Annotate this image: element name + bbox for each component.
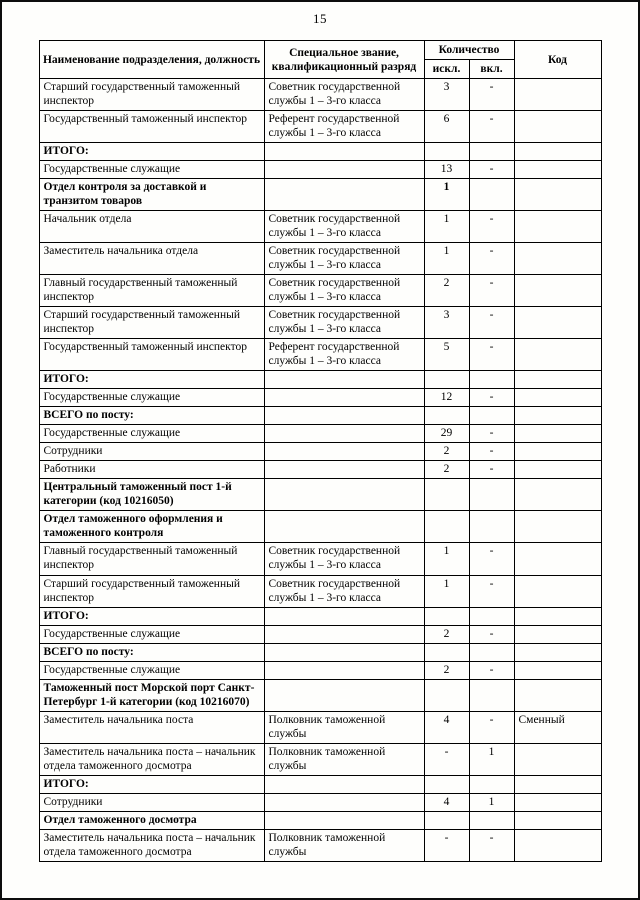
row-rank-cell (264, 661, 424, 679)
row-rank-cell (264, 479, 424, 511)
row-excl-cell: 1 (424, 179, 469, 211)
row-incl-cell: - (469, 461, 514, 479)
row-excl-cell: 2 (424, 625, 469, 643)
row-code-cell (514, 775, 601, 793)
row-excl-cell (424, 775, 469, 793)
row-excl-cell: - (424, 743, 469, 775)
row-code-cell (514, 179, 601, 211)
header-name-column: Наименование подразделения, должность (39, 41, 264, 79)
table-row (39, 407, 601, 425)
table-row (39, 511, 601, 543)
row-incl-cell: - (469, 339, 514, 371)
table-row (39, 179, 601, 211)
row-code-cell (514, 575, 601, 607)
row-rank-cell (264, 643, 424, 661)
row-excl-cell (424, 511, 469, 543)
row-incl-cell: - (469, 161, 514, 179)
row-name-cell: Старший государственный таможенный инспектор (39, 575, 264, 607)
row-name-cell: Государственный таможенный инспектор (39, 111, 264, 143)
row-excl-cell: 5 (424, 339, 469, 371)
row-incl-cell: - (469, 111, 514, 143)
row-code-cell (514, 143, 601, 161)
table-row (39, 143, 601, 161)
row-code-cell (514, 243, 601, 275)
row-excl-cell (424, 607, 469, 625)
table-row (39, 607, 601, 625)
row-rank-cell (264, 179, 424, 211)
row-excl-cell: 1 (424, 243, 469, 275)
row-incl-cell (469, 607, 514, 625)
row-code-cell (514, 661, 601, 679)
row-rank-cell (264, 511, 424, 543)
row-rank-cell (264, 461, 424, 479)
row-incl-cell: - (469, 575, 514, 607)
row-name-cell: Центральный таможенный пост 1-й категории (код 10216050) (39, 479, 264, 511)
row-code-cell (514, 211, 601, 243)
table-row (39, 425, 601, 443)
row-name-cell: Таможенный пост Морской порт Санкт-Петербург 1-й категории (код 10216070) (39, 679, 264, 711)
row-name-cell: Сотрудники (39, 443, 264, 461)
row-name-cell: Государственные служащие (39, 161, 264, 179)
row-excl-cell (424, 143, 469, 161)
table-row (39, 743, 601, 775)
row-code-cell (514, 425, 601, 443)
row-rank-cell (264, 775, 424, 793)
row-rank-cell: Советник государственной службы 1 – 3-го класса (264, 275, 424, 307)
row-rank-cell (264, 793, 424, 811)
row-code-cell (514, 625, 601, 643)
row-code-cell (514, 511, 601, 543)
row-rank-cell (264, 389, 424, 407)
table-row (39, 211, 601, 243)
row-incl-cell (469, 143, 514, 161)
table-header (39, 41, 601, 79)
row-incl-cell (469, 511, 514, 543)
row-name-cell: Заместитель начальника поста – начальник отдела таможенного досмотра (39, 743, 264, 775)
row-code-cell (514, 743, 601, 775)
row-name-cell: ИТОГО: (39, 143, 264, 161)
row-incl-cell: - (469, 307, 514, 339)
row-incl-cell: - (469, 275, 514, 307)
row-rank-cell (264, 407, 424, 425)
row-name-cell: Отдел контроля за доставкой и транзитом товаров (39, 179, 264, 211)
row-rank-cell: Советник государственной службы 1 – 3-го класса (264, 543, 424, 575)
row-rank-cell: Полковник таможенной службы (264, 711, 424, 743)
row-incl-cell: - (469, 243, 514, 275)
table-row (39, 243, 601, 275)
row-name-cell: Государственные служащие (39, 661, 264, 679)
row-name-cell: Заместитель начальника отдела (39, 243, 264, 275)
row-excl-cell (424, 679, 469, 711)
row-name-cell: ИТОГО: (39, 775, 264, 793)
row-code-cell (514, 543, 601, 575)
row-rank-cell (264, 371, 424, 389)
row-code-cell (514, 111, 601, 143)
row-rank-cell: Советник государственной службы 1 – 3-го класса (264, 211, 424, 243)
table-row (39, 643, 601, 661)
table-row (39, 543, 601, 575)
row-name-cell: Сотрудники (39, 793, 264, 811)
row-code-cell (514, 461, 601, 479)
row-code-cell (514, 679, 601, 711)
row-excl-cell (424, 643, 469, 661)
table-row (39, 575, 601, 607)
row-excl-cell: 2 (424, 461, 469, 479)
row-code-cell (514, 389, 601, 407)
row-rank-cell: Советник государственной службы 1 – 3-го класса (264, 307, 424, 339)
table-row (39, 307, 601, 339)
row-code-cell (514, 275, 601, 307)
row-incl-cell: - (469, 543, 514, 575)
row-name-cell: Государственные служащие (39, 625, 264, 643)
row-incl-cell (469, 407, 514, 425)
row-code-cell: Сменный (514, 711, 601, 743)
table-row (39, 371, 601, 389)
row-excl-cell: 4 (424, 711, 469, 743)
table-row (39, 829, 601, 861)
row-excl-cell: 1 (424, 211, 469, 243)
row-code-cell (514, 161, 601, 179)
row-code-cell (514, 479, 601, 511)
row-excl-cell: 2 (424, 443, 469, 461)
row-rank-cell (264, 161, 424, 179)
row-incl-cell (469, 679, 514, 711)
row-code-cell (514, 793, 601, 811)
header-row-top (39, 41, 601, 60)
row-excl-cell (424, 479, 469, 511)
table-body (39, 79, 601, 862)
row-excl-cell: 1 (424, 575, 469, 607)
row-name-cell: ВСЕГО по посту: (39, 643, 264, 661)
row-name-cell: Заместитель начальника поста – начальник отдела таможенного досмотра (39, 829, 264, 861)
table-row (39, 339, 601, 371)
row-excl-cell (424, 407, 469, 425)
row-excl-cell: 1 (424, 543, 469, 575)
row-rank-cell: Референт государственной службы 1 – 3-го класса (264, 339, 424, 371)
row-code-cell (514, 811, 601, 829)
row-name-cell: Государственный таможенный инспектор (39, 339, 264, 371)
row-name-cell: ИТОГО: (39, 607, 264, 625)
row-code-cell (514, 339, 601, 371)
row-excl-cell: 4 (424, 793, 469, 811)
row-code-cell (514, 643, 601, 661)
row-name-cell: Государственные служащие (39, 389, 264, 407)
row-excl-cell: 6 (424, 111, 469, 143)
row-incl-cell: - (469, 829, 514, 861)
row-rank-cell (264, 679, 424, 711)
row-excl-cell: 3 (424, 79, 469, 111)
page-number: 15 (313, 11, 327, 26)
table-row (39, 161, 601, 179)
header-excl-column: искл. (424, 60, 469, 79)
row-excl-cell: 2 (424, 275, 469, 307)
row-incl-cell: - (469, 661, 514, 679)
row-code-cell (514, 371, 601, 389)
row-excl-cell (424, 371, 469, 389)
staffing-table (39, 40, 602, 862)
table-row (39, 793, 601, 811)
row-incl-cell: - (469, 389, 514, 407)
row-name-cell: Работники (39, 461, 264, 479)
row-incl-cell (469, 643, 514, 661)
row-name-cell: Отдел таможенного досмотра (39, 811, 264, 829)
row-incl-cell (469, 179, 514, 211)
row-rank-cell: Референт государственной службы 1 – 3-го класса (264, 111, 424, 143)
row-incl-cell: - (469, 443, 514, 461)
row-incl-cell: 1 (469, 793, 514, 811)
row-code-cell (514, 307, 601, 339)
table-row (39, 79, 601, 111)
row-incl-cell: - (469, 625, 514, 643)
row-code-cell (514, 829, 601, 861)
table-row (39, 775, 601, 793)
row-rank-cell (264, 143, 424, 161)
row-excl-cell: - (424, 829, 469, 861)
row-incl-cell (469, 371, 514, 389)
row-incl-cell: 1 (469, 743, 514, 775)
row-incl-cell (469, 775, 514, 793)
row-rank-cell: Полковник таможенной службы (264, 829, 424, 861)
header-incl-column: вкл. (469, 60, 514, 79)
row-code-cell (514, 607, 601, 625)
row-incl-cell: - (469, 711, 514, 743)
table-row (39, 111, 601, 143)
row-excl-cell: 13 (424, 161, 469, 179)
table-row (39, 679, 601, 711)
row-rank-cell: Советник государственной службы 1 – 3-го класса (264, 243, 424, 275)
row-excl-cell: 3 (424, 307, 469, 339)
table-row (39, 479, 601, 511)
row-rank-cell: Советник государственной службы 1 – 3-го класса (264, 575, 424, 607)
table-row (39, 625, 601, 643)
header-rank-column: Специальное звание, квалификационный разряд (264, 41, 424, 79)
row-rank-cell (264, 811, 424, 829)
row-excl-cell: 2 (424, 661, 469, 679)
table-row (39, 443, 601, 461)
table-row (39, 661, 601, 679)
row-incl-cell: - (469, 79, 514, 111)
row-excl-cell: 12 (424, 389, 469, 407)
row-excl-cell (424, 811, 469, 829)
row-code-cell (514, 79, 601, 111)
row-name-cell: Заместитель начальника поста (39, 711, 264, 743)
header-quantity-column: Количество (424, 41, 514, 60)
row-incl-cell: - (469, 425, 514, 443)
row-code-cell (514, 443, 601, 461)
row-name-cell: ИТОГО: (39, 371, 264, 389)
table-row (39, 389, 601, 407)
table-row (39, 461, 601, 479)
row-name-cell: Начальник отдела (39, 211, 264, 243)
row-incl-cell: - (469, 211, 514, 243)
row-name-cell: Старший государственный таможенный инспектор (39, 307, 264, 339)
row-rank-cell (264, 625, 424, 643)
row-rank-cell: Полковник таможенной службы (264, 743, 424, 775)
table-row (39, 711, 601, 743)
row-code-cell (514, 407, 601, 425)
row-name-cell: Главный государственный таможенный инспектор (39, 275, 264, 307)
row-rank-cell (264, 607, 424, 625)
table-row (39, 811, 601, 829)
header-code-column: Код (514, 41, 601, 79)
row-incl-cell (469, 811, 514, 829)
row-rank-cell (264, 443, 424, 461)
row-name-cell: Отдел таможенного оформления и таможенного контроля (39, 511, 264, 543)
row-rank-cell: Советник государственной службы 1 – 3-го класса (264, 79, 424, 111)
row-name-cell: Старший государственный таможенный инспектор (39, 79, 264, 111)
row-name-cell: ВСЕГО по посту: (39, 407, 264, 425)
row-name-cell: Государственные служащие (39, 425, 264, 443)
row-excl-cell: 29 (424, 425, 469, 443)
table-row (39, 275, 601, 307)
row-name-cell: Главный государственный таможенный инспектор (39, 543, 264, 575)
row-rank-cell (264, 425, 424, 443)
row-incl-cell (469, 479, 514, 511)
